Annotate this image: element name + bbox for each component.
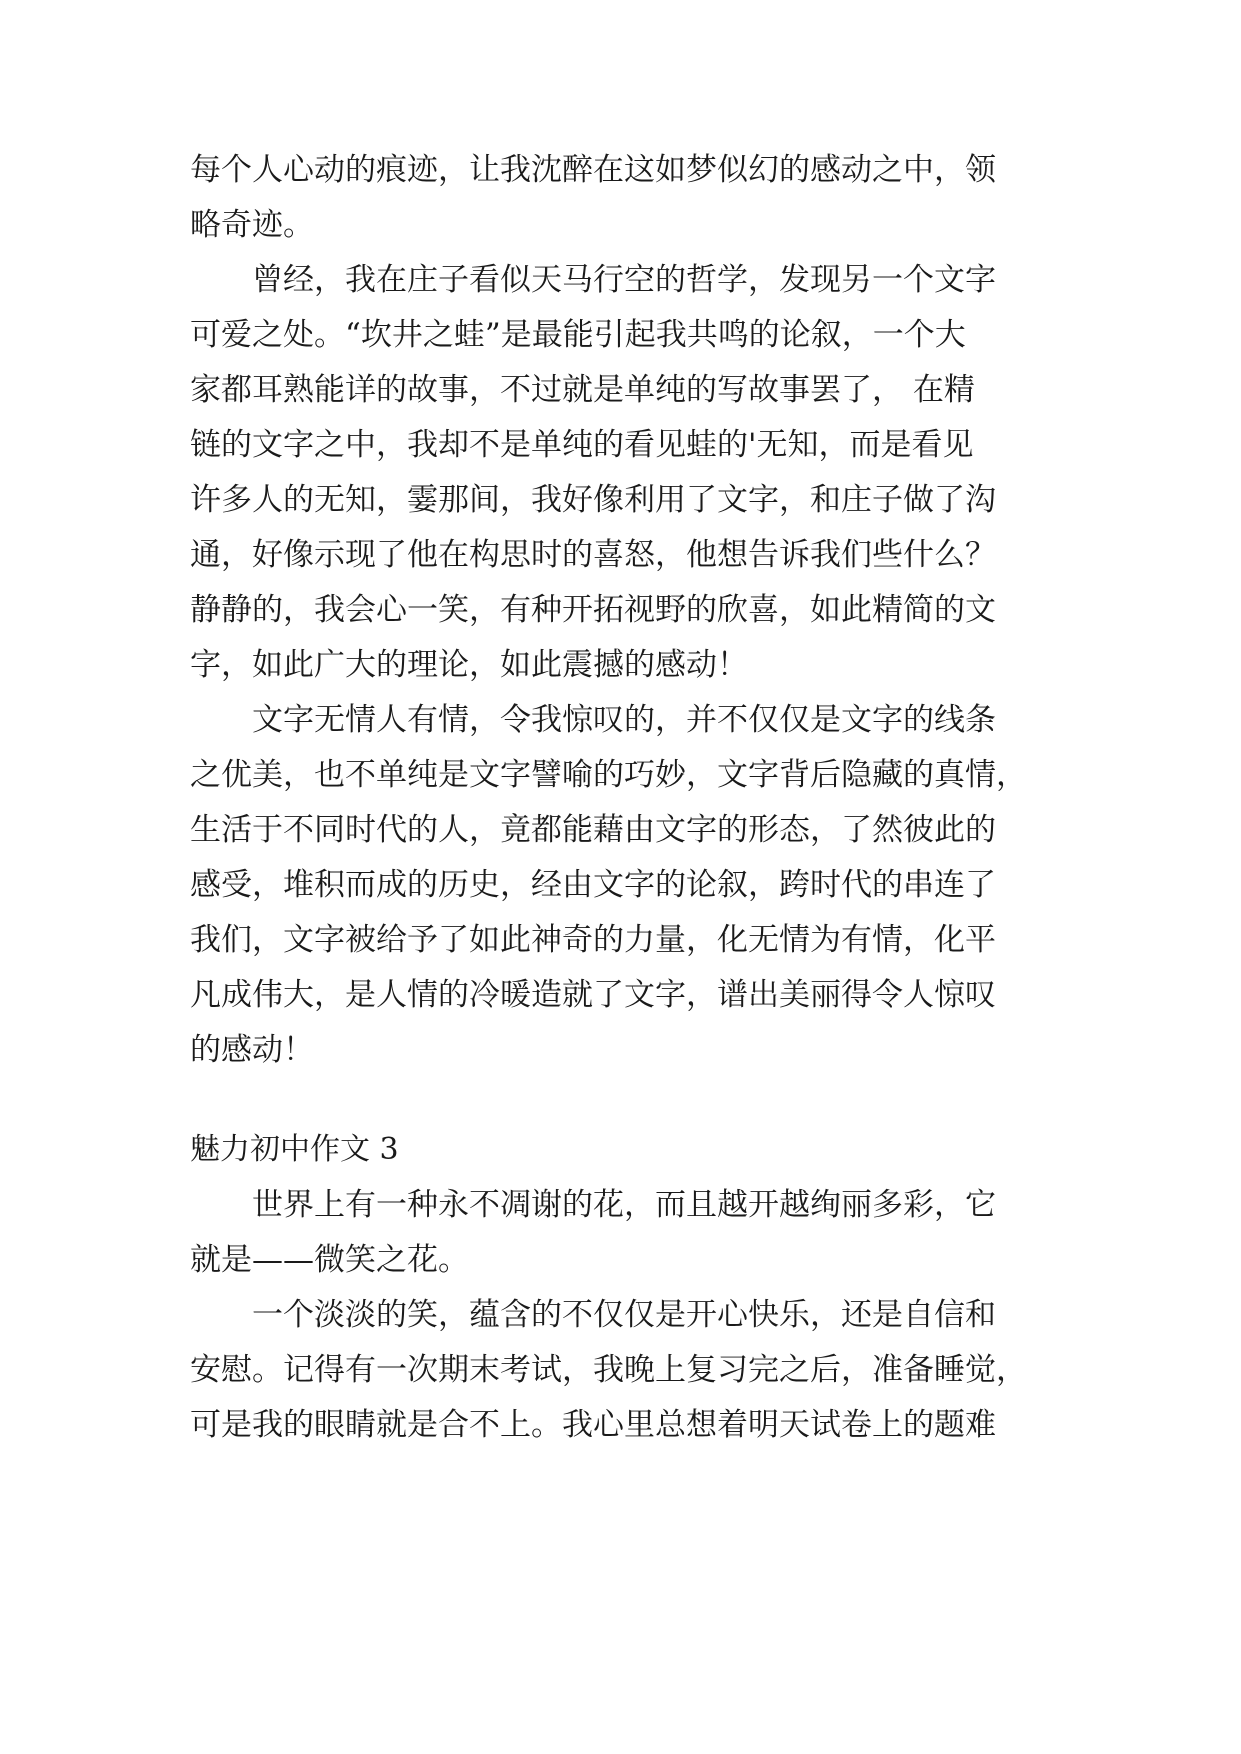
text-line: 略奇迹。 (190, 207, 314, 243)
text-line: 字，如此广大的理论，如此震撼的感动！ (190, 647, 748, 683)
text-line: 链的文字之中，我却不是单纯的看见蛙的'无知，而是看见 (190, 427, 974, 463)
text-line: 安慰。记得有一次期末考试，我晚上复习完之后，准备睡觉， (190, 1352, 1027, 1388)
paragraph-first-line: 曾经，我在庄子看似天马行空的哲学，发现另一个文字 (252, 262, 996, 298)
text-line: 通，好像示现了他在构思时的喜怒，他想告诉我们些什么？ (190, 537, 996, 573)
text-line: 可爱之处。“坎井之蛙”是最能引起我共鸣的论叙，一个大 (190, 317, 966, 353)
text-line: 可是我的眼睛就是合不上。我心里总想着明天试卷上的题难 (190, 1407, 996, 1443)
text-line: 静静的，我会心一笑，有种开拓视野的欣喜，如此精简的文 (190, 592, 996, 628)
text-line: 家都耳熟能详的故事，不过就是单纯的写故事罢了， 在精 (190, 372, 975, 408)
text-line: 就是——微笑之花。 (190, 1242, 469, 1278)
section-heading: 魅力初中作文 3 (190, 1132, 399, 1167)
text-line: 之优美，也不单纯是文字譬喻的巧妙，文字背后隐藏的真情， (190, 757, 1027, 793)
text-line: 凡成伟大，是人情的冷暖造就了文字，谱出美丽得令人惊叹 (190, 977, 996, 1013)
text-line: 的感动！ (190, 1032, 314, 1068)
text-line: 每个人心动的痕迹，让我沈醉在这如梦似幻的感动之中，领 (190, 152, 996, 188)
text-line: 我们，文字被给予了如此神奇的力量，化无情为有情，化平 (190, 922, 996, 958)
paragraph-first-line: 一个淡淡的笑，蕴含的不仅仅是开心快乐，还是自信和 (252, 1297, 996, 1333)
paragraph-first-line: 文字无情人有情，令我惊叹的，并不仅仅是文字的线条 (252, 702, 996, 738)
paragraph-first-line: 世界上有一种永不凋谢的花，而且越开越绚丽多彩，它 (252, 1187, 996, 1223)
text-line: 感受，堆积而成的历史，经由文字的论叙，跨时代的串连了 (190, 867, 996, 903)
text-line: 生活于不同时代的人，竟都能藉由文字的形态，了然彼此的 (190, 812, 996, 848)
text-line: 许多人的无知，霎那间，我好像利用了文字，和庄子做了沟 (190, 482, 996, 518)
